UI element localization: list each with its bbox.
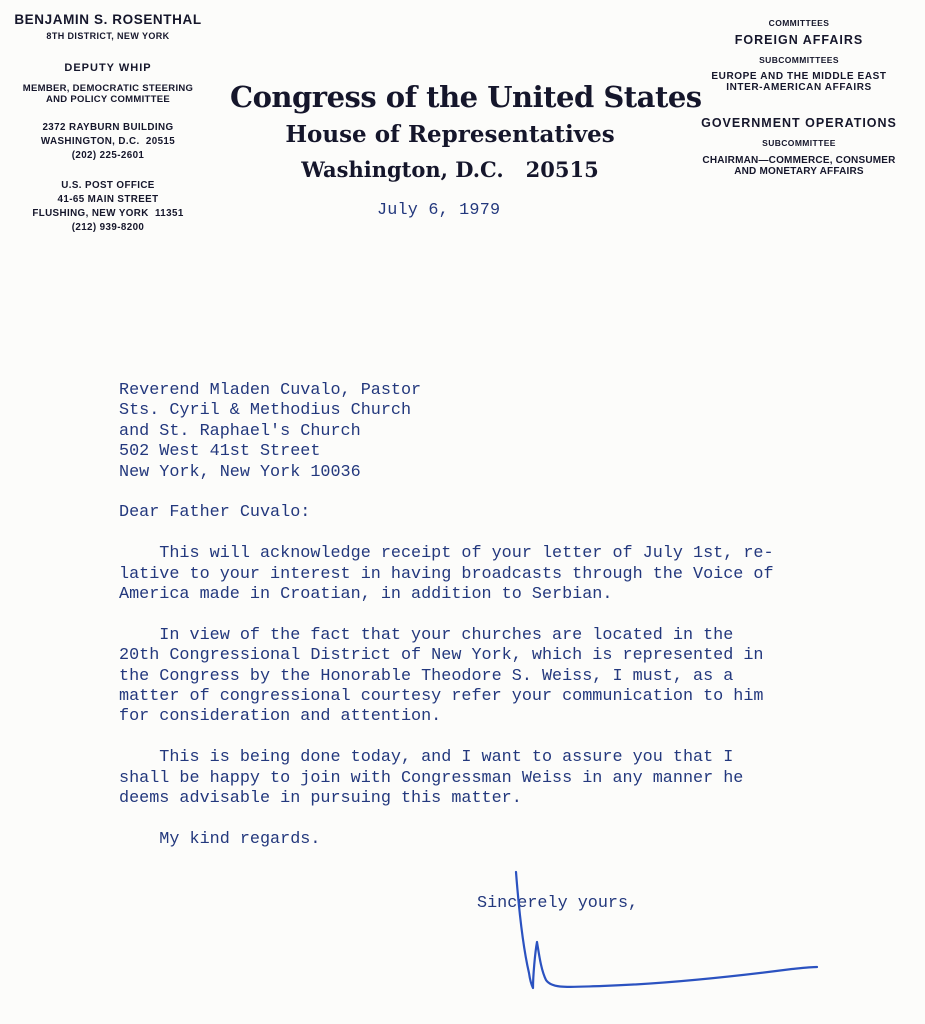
signoff: Sincerely yours, bbox=[477, 894, 639, 913]
masthead-line1: Congress of the United States bbox=[230, 80, 702, 114]
committee-government-operations: GOVERNMENT OPERATIONS bbox=[701, 116, 897, 130]
committee-foreign-affairs: FOREIGN AFFAIRS bbox=[734, 33, 864, 47]
sender-block bbox=[2, 12, 214, 235]
subcommittee-list: EUROPE AND THE MIDDLE EAST INTER-AMERICAN AFFAIRS bbox=[711, 71, 887, 93]
kind-regards: My kind regards. bbox=[119, 829, 321, 849]
masthead-line2: House of Representatives bbox=[285, 121, 615, 148]
committees-label: COMMITTEES bbox=[768, 18, 830, 28]
chairman-title: CHAIRMAN—COMMERCE, CONSUMER AND MONETARY AFFAIRS bbox=[702, 155, 896, 177]
letter-body bbox=[119, 381, 774, 850]
signature-ink bbox=[440, 858, 840, 1003]
paragraph-2: In view of the fact that your churches are located in the 20th Congressional District of New York, which is represented in the Congress by the Honorable Theodore S. Weiss, I must, as a matter of congressional courtesy refer your communication to him for consideration and attention. bbox=[119, 625, 764, 727]
sender-role: DEPUTY WHIP bbox=[64, 62, 152, 74]
sender-name: BENJAMIN S. ROSENTHAL bbox=[14, 12, 202, 27]
sender-dc-office: 2372 RAYBURN BUILDING WASHINGTON, D.C. 20515 (202) 225-2601 bbox=[40, 122, 176, 161]
sender-membership: MEMBER, DEMOCRATIC STEERING AND POLICY COMMITTEE bbox=[22, 83, 194, 105]
sender-district-office: U.S. POST OFFICE 41-65 MAIN STREET FLUSHING, NEW YORK 11351 (212) 939-8200 bbox=[32, 180, 184, 233]
salutation: Dear Father Cuvalo: bbox=[119, 503, 311, 523]
committees-block bbox=[680, 18, 918, 177]
congress-masthead bbox=[230, 80, 702, 182]
paragraph-3: This is being done today, and I want to assure you that I shall be happy to join with Congressman Weiss in any manner he deems advisable in pursuing this matter. bbox=[119, 748, 744, 809]
sender-district: 8TH DISTRICT, NEW YORK bbox=[46, 31, 170, 41]
subcommittees-label: SUBCOMMITTEES bbox=[759, 55, 839, 65]
letter-date: July 6, 1979 bbox=[377, 201, 501, 220]
recipient-address: Reverend Mladen Cuvalo, Pastor Sts. Cyril & Methodius Church and St. Raphael's Church 502 West 41st Street New York, New York 10036 bbox=[119, 381, 422, 482]
paragraph-1: This will acknowledge receipt of your letter of July 1st, re- lative to your interest in having broadcasts through the Voice of America made in Croatian, in addition to Serbian. bbox=[119, 544, 774, 605]
subcommittee-label: SUBCOMMITTEE bbox=[762, 138, 836, 148]
masthead-line3: Washington, D.C. 20515 bbox=[301, 157, 599, 182]
